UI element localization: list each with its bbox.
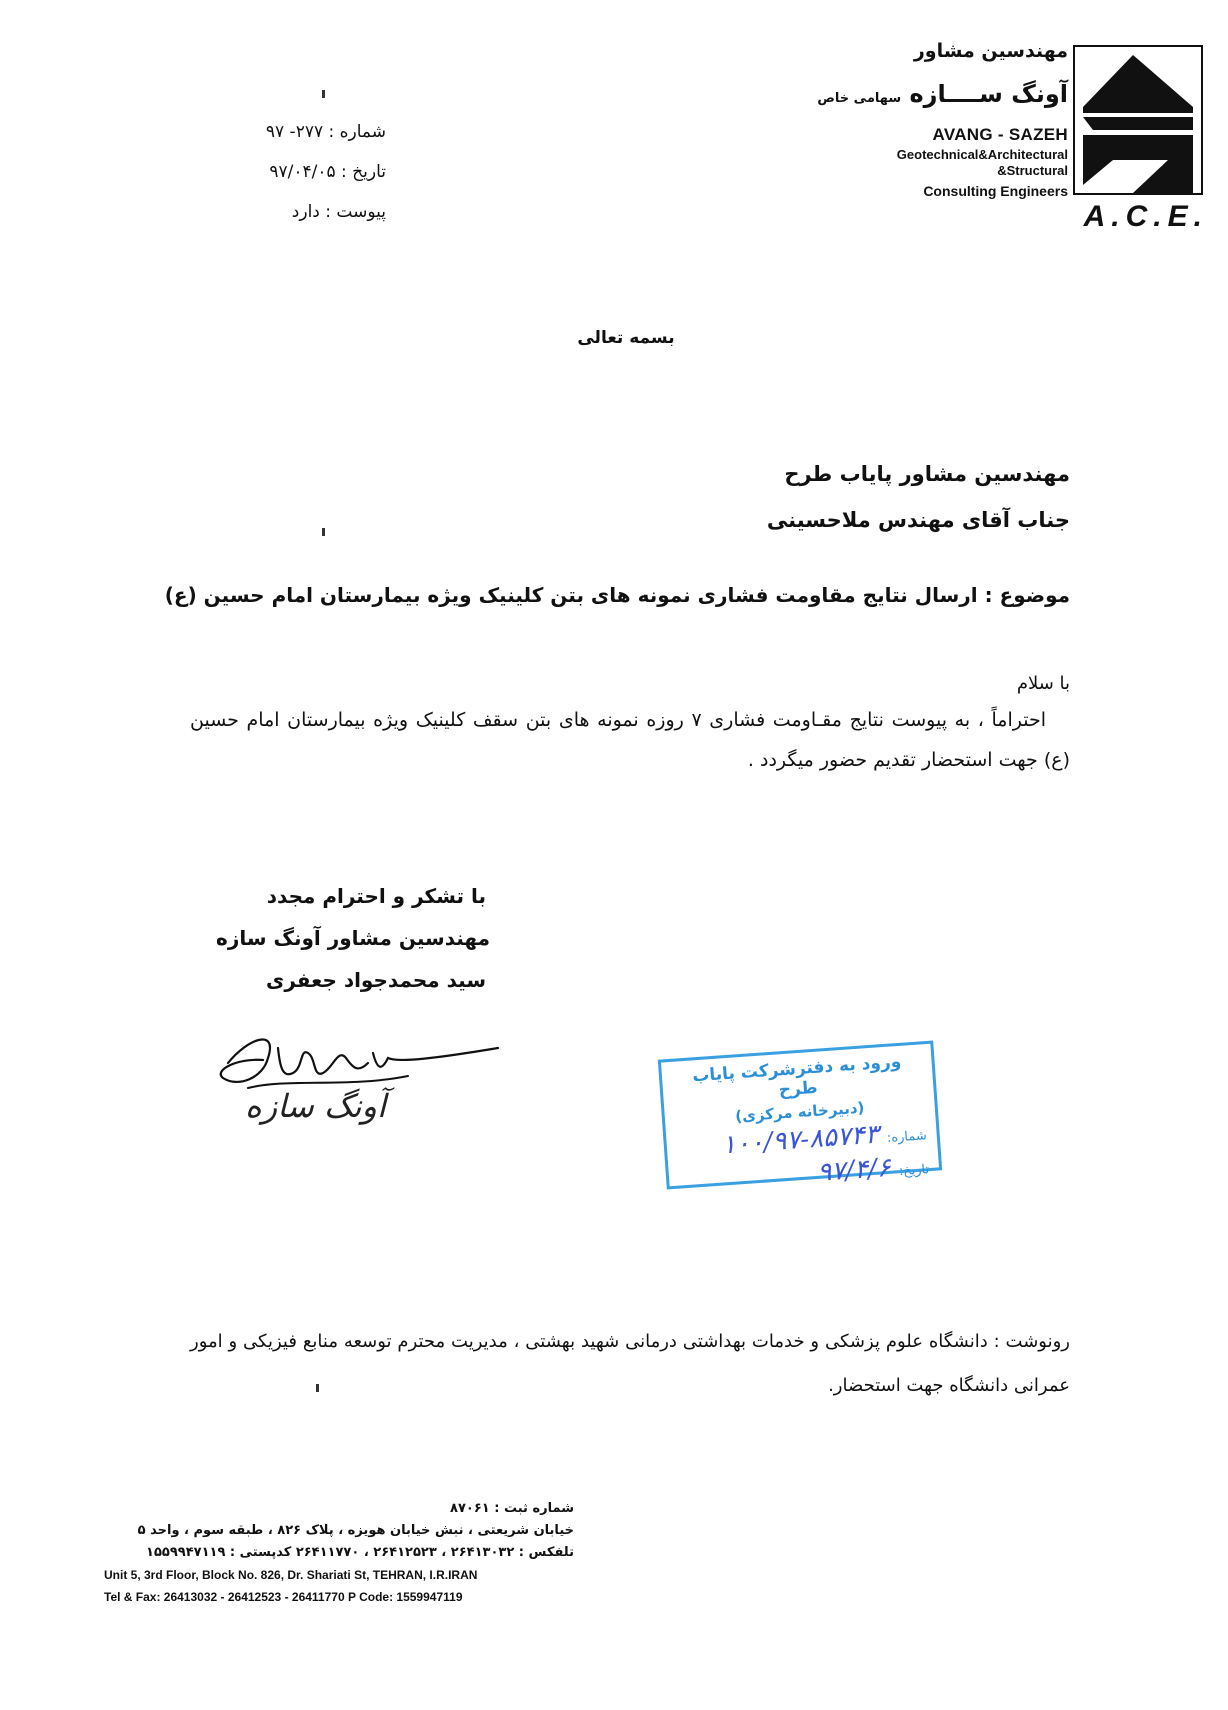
letter-date: تاریخ : ۹۷/۰۴/۰۵ <box>269 162 386 182</box>
letter-cc: رونوشت : دانشگاه علوم پزشکی و خدمات بهداشتی درمانی شهید بهشتی ، مدیریت محترم توسعه منابع فیزیکی و امور عمرانی دانشگاه جهت استحضار. <box>190 1331 1070 1396</box>
signature-handwritten: آونگ سازه <box>245 1087 386 1125</box>
company-abbreviation: A.C.E. <box>1083 200 1208 233</box>
footer-address-en: Unit 5, 3rd Floor, Block No. 826, Dr. Shariati St, TEHRAN, I.R.IRAN <box>104 1568 478 1582</box>
stamp-number-label: شماره: <box>886 1128 928 1146</box>
company-name-fa-line1: مهندسین مشاور <box>913 40 1068 62</box>
stamp-date-value: ۹۷/۴/۶ <box>816 1152 892 1188</box>
addressee-person: جناب آقای مهندس ملاحسینی <box>766 508 1070 532</box>
letter-footer <box>104 1498 574 1608</box>
company-desc-en-1: Geotechnical&Architectural <box>896 147 1068 162</box>
letter-attachment: پیوست : دارد <box>291 202 386 222</box>
letter-body: احتراماً ، به پیوست نتایج مقـاومت فشاری ۷ روزه نمونه های بتن سقف کلینیک ویژه بیمارستان امام حسین (ع) جهت استحضار تقدیم حضور میگردد . <box>190 709 1070 771</box>
company-name-fa-line2 <box>817 80 1068 108</box>
company-type-fa: سهامی خاص <box>817 91 902 106</box>
letter-number: شماره : ۲۷۷- ۹۷ <box>265 122 386 142</box>
company-desc-en-2: &Structural <box>997 163 1068 178</box>
basmala-heading: بسمه تعالی <box>577 328 675 348</box>
scan-speck <box>316 1384 319 1392</box>
stamp-date-label: تاریخ: <box>898 1162 930 1180</box>
scan-speck <box>322 90 325 98</box>
closing-regards: با تشکر و احترام مجدد <box>266 884 486 908</box>
footer-registration: شماره ثبت : ۸۷۰۶۱ <box>450 1501 574 1516</box>
footer-tel-fa: تلفکس : ۲۶۴۱۳۰۳۲ ، ۲۶۴۱۲۵۲۳ ، ۲۶۴۱۱۷۷۰ کدپستی : ۱۵۵۹۹۴۷۱۱۹ <box>146 1545 574 1560</box>
stamp-title: ورود به دفترشرکت پایاب طرح <box>691 1051 902 1101</box>
company-desc-en-3: Consulting Engineers <box>923 183 1068 199</box>
addressee-company: مهندسین مشاور پایاب طرح <box>784 462 1070 486</box>
footer-address-fa: خیابان شریعتی ، نبش خیابان هویزه ، پلاک ۸۲۶ ، طبقه سوم ، واحد ۵ <box>137 1523 574 1538</box>
ace-logo-icon <box>1073 45 1203 195</box>
company-name-fa: آونگ ســــازه <box>909 80 1068 108</box>
letter-subject: موضوع : ارسال نتایج مقاومت فشاری نمونه های بتن کلینیک ویژه بیمارستان امام حسین (ع) <box>164 583 1070 607</box>
stamp-number-value: ۱۰۰/۹۷-۸۵۷۴۳ <box>720 1119 880 1161</box>
company-name-en: AVANG - SAZEH <box>932 125 1068 144</box>
letter-greeting: با سلام <box>1016 673 1070 694</box>
closing-signatory: سید محمدجواد جعفری <box>265 968 486 992</box>
scan-speck <box>322 528 325 536</box>
stamp-subtitle: (دبیرخانه مرکزی) <box>734 1098 865 1126</box>
footer-tel-en: Tel & Fax: 26413032 - 26412523 - 26411770 P Code: 1559947119 <box>104 1590 463 1604</box>
closing-company: مهندسین مشاور آونگ سازه <box>216 926 490 950</box>
receipt-stamp <box>658 1041 942 1190</box>
